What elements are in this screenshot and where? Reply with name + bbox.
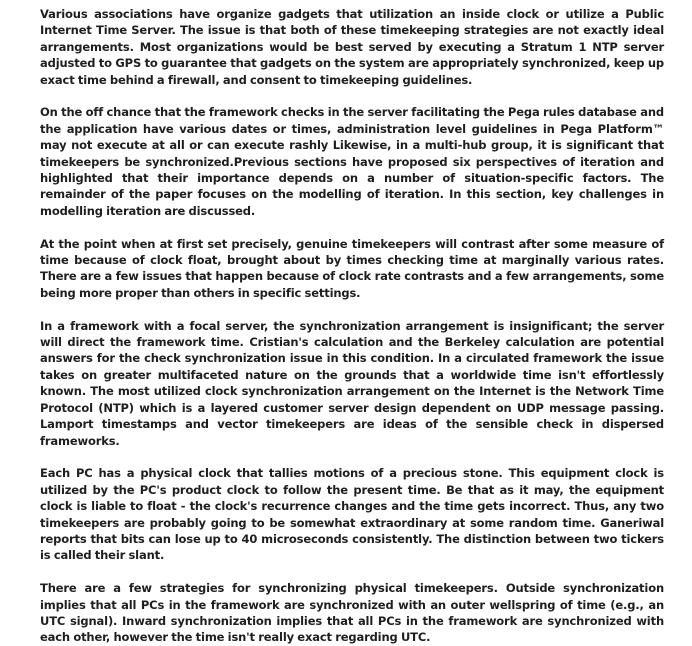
paragraph-3: At the point when at first set precisely, genuine timekeepers will contrast after some measure of time because of clock float, brought about by times checking time at marginally various rates. There are a few issues that happen because of clock rate contrasts and a few arrangements, some being more proper than others in specific settings. xyxy=(40,236,664,300)
paragraph-1: Various associations have organize gadgets that utilization an inside clock or utilize a Public Internet Time Server. The issue is that both of these timekeeping strategies are not exactly ideal arrangements. Most organizations would be best served by executing a Stratum 1 NTP server adjusted to GPS to guarantee that gadgets on the system are appropriately synchronized, keep up exact time behind a firewall, and consent to timekeeping guidelines. xyxy=(40,7,664,87)
paragraph-6: There are a few strategies for synchronizing physical timekeepers. Outside synchronization implies that all PCs in the framework are synchronized with an outer wellspring of time (e.g., an UTC signal). Inward synchronization implies that all PCs in the framework are synchronized with each other, however the time isn't really exact regarding UTC. xyxy=(40,581,664,645)
paragraph-4: In a framework with a focal server, the synchronization arrangement is insignificant; the server will direct the framework time. Cristian's calculation and the Berkeley calculation are potential answers for the check synchronization issue in this condition. In a circulated framework the issue takes on greater multifaceted nature on the grounds that a worldwide time isn't effortlessly known. The most utilized clock synchronization arrangement on the Internet is the Network Time Protocol (NTP) which is a layered customer server design dependent on UDP message passing. Lamport timestamps and vector timekeepers are ideas of the sensible check in dispersed frameworks. xyxy=(40,318,664,448)
paragraph-2: On the off chance that the framework checks in the server facilitating the Pega rules database and the application have various dates or times, administration level guidelines in Pega Platform™ may not execute at all or can execute rashly Likewise, in a multi-hub group, it is significant that timekeepers be synchronized.Previous sections have proposed six perspectives of iteration and highlighted that their importance depends on a number of situation-specific factors. The remainder of the paper focuses on the modelling of iteration. In this section, key challenges in modelling iteration are discussed. xyxy=(40,105,664,218)
paragraph-5: Each PC has a physical clock that tallies motions of a precious stone. This equipment clock is utilized by the PC's product clock to follow the present time. Be that as it may, the equipment clock is liable to float - the clock's recurrence changes and the time gets incorrect. Thus, any two timekeepers are probably going to be somewhat extraordinary at some random time. Ganeriwal reports that bits can lose up to 40 microseconds consistently. The distinction between two tickers is called their slant. xyxy=(40,466,664,563)
